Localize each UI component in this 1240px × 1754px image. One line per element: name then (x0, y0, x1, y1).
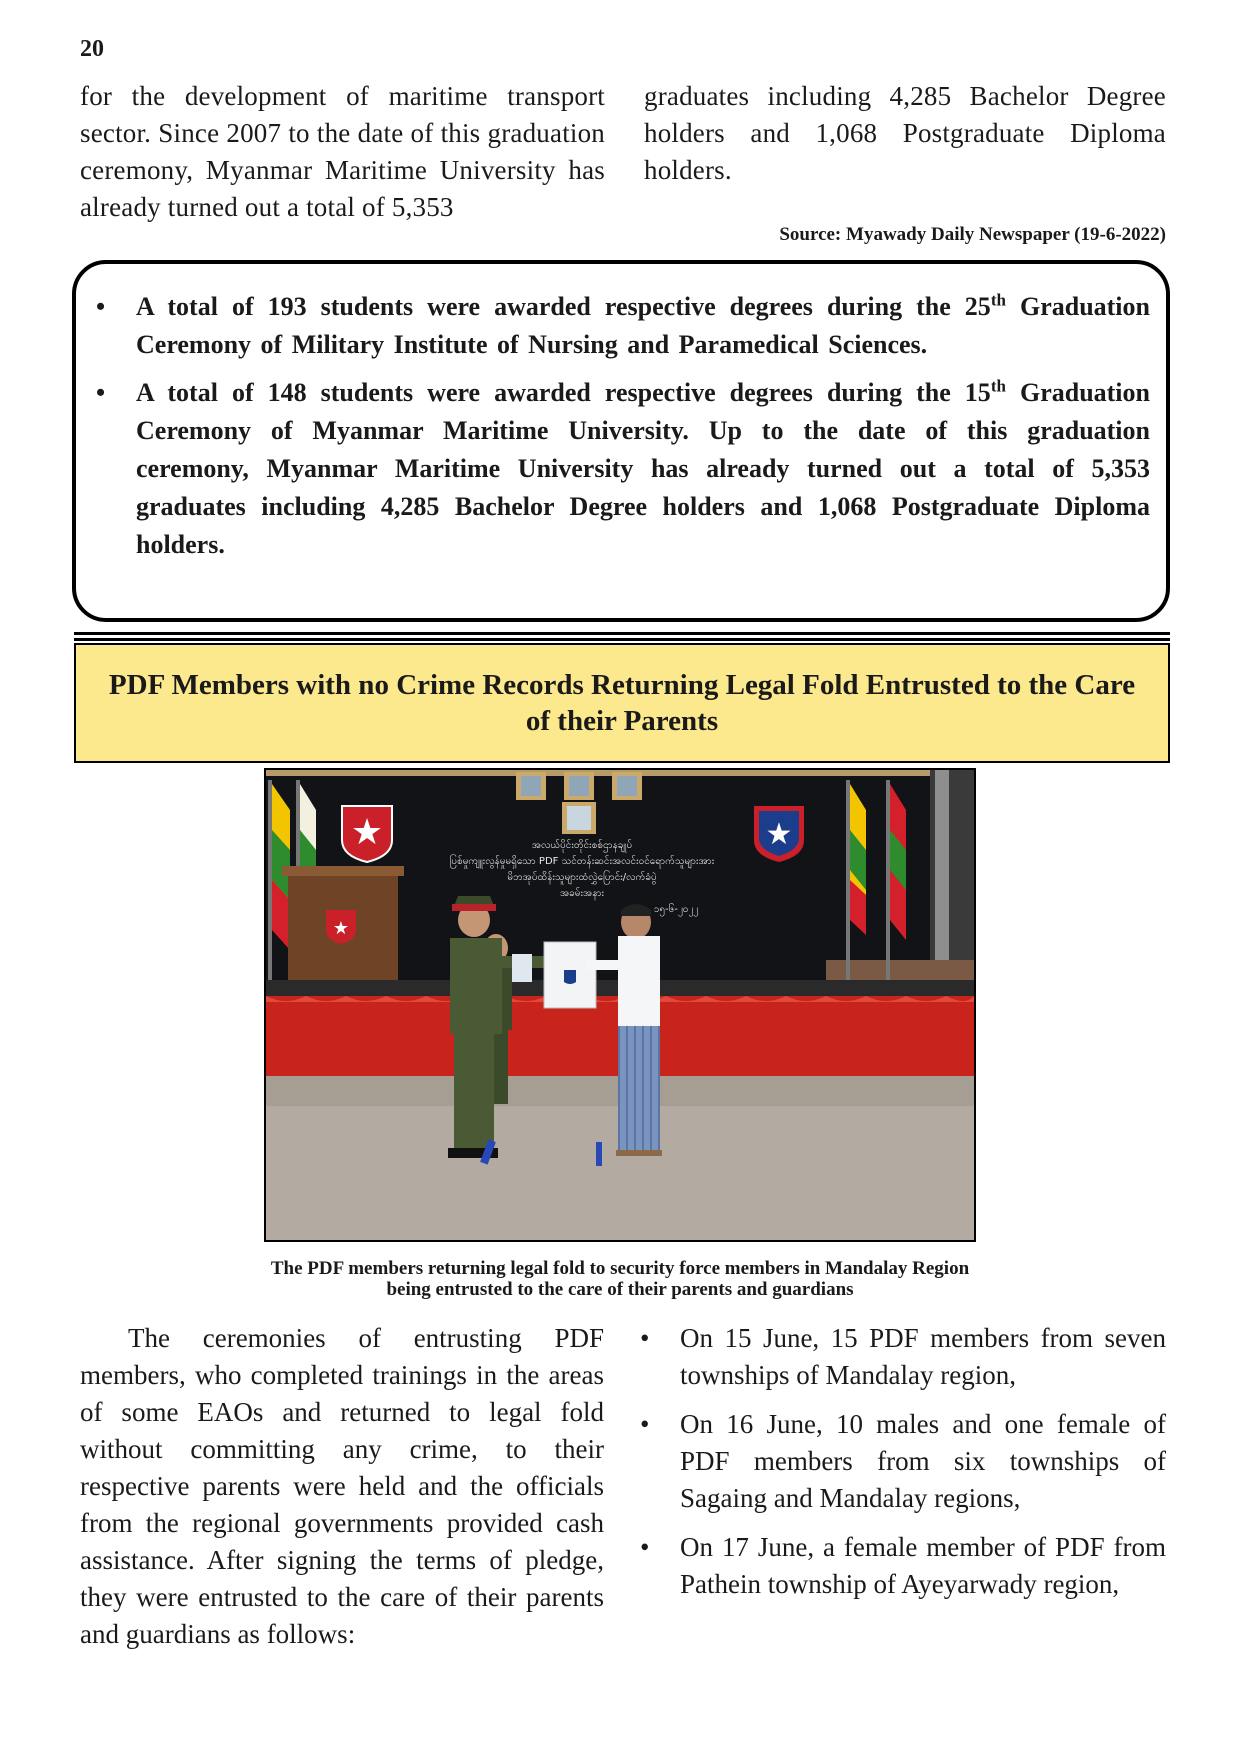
summary-bullet-1-text: A total of 193 students were awarded respective degrees during the 25 (136, 292, 991, 321)
certificate (544, 942, 596, 1008)
divider-rule (74, 638, 1170, 641)
summary-bullet-1-text-cont: Graduation Ceremony of Military Institute of Nursing and Paramedical Sciences. (136, 292, 1150, 359)
bullet-icon: • (96, 292, 106, 321)
emblem-left (342, 806, 392, 862)
banner-line-1: အလယ်ပိုင်းတိုင်းစစ်ဌာနချုပ် (531, 840, 633, 851)
bullet-icon: • (640, 1409, 650, 1439)
source-citation: Source: Myawady Daily Newspaper (19-6-2022) (779, 224, 1166, 245)
ordinal-suffix: th (990, 290, 1006, 310)
ordinal-suffix: th (990, 376, 1006, 396)
summary-bullet-2 (96, 374, 1150, 564)
summary-bullet-2-text: A total of 148 students were awarded respective degrees during the 15 (136, 378, 991, 407)
banner-line-4: အခမ်းအနား (559, 888, 605, 899)
list-item (640, 1406, 1166, 1517)
top-column-right: graduates including 4,285 Bachelor Degree holders and 1,068 Postgraduate Diploma holders. (644, 81, 1166, 185)
bullet-icon: • (640, 1323, 650, 1353)
summary-bullet-2-text-cont: Graduation Ceremony of Myanmar Maritime University. Up to the date of this graduation ceremony, Myanmar Maritime University has already turned out a total of 5,353 graduates including 4,285 Bachelor Degree holders and 1,068 Postgraduate Diploma holders. (136, 378, 1150, 559)
emblem-right (754, 806, 804, 862)
events-list (640, 1320, 1166, 1615)
svg-text:★: ★ (765, 817, 793, 852)
caption-line-2: being entrusted to the care of their parents and guardians (386, 1279, 854, 1300)
list-item-text: On 15 June, 15 PDF members from seven townships of Mandalay region, (680, 1323, 1166, 1390)
list-item (640, 1529, 1166, 1603)
top-column-left: for the development of maritime transport sector. Since 2007 to the date of this graduation ceremony, Myanmar Maritime University has already turned out a total of 5,353 (80, 81, 605, 222)
podium (282, 866, 404, 994)
banner-line-3: မိဘအုပ်ထိန်းသူများထံလွှဲပြောင်း/လက်ခံပွဲ (507, 872, 657, 883)
section-heading: PDF Members with no Crime Records Returning Legal Fold Entrusted to the Care of their Parents (74, 643, 1170, 763)
summary-bullet-1 (96, 288, 1150, 364)
body-paragraph-text: The ceremonies of entrusting PDF members, who completed trainings in the areas of some EAOs and returned to legal fold without committing any crime, to their respective parents were held and the officials from the regional governments provided cash assistance. After signing the terms of pledge, they were entrusted to the care of their parents and guardians as follows: (80, 1323, 604, 1649)
divider-rule (74, 632, 1170, 635)
bullet-icon: • (640, 1532, 650, 1562)
banner-date: ၁၅-၆-၂၀၂၂ (653, 904, 699, 915)
photo-caption (150, 1258, 1090, 1300)
list-item (640, 1320, 1166, 1394)
list-item-text: On 17 June, a female member of PDF from Pathein township of Ayeyarwady region, (680, 1532, 1166, 1599)
summary-list (96, 288, 1150, 574)
body-paragraph (80, 1320, 604, 1653)
list-item-text: On 16 June, 10 males and one female of PDF members from six townships of Sagaing and Mandalay regions, (680, 1409, 1166, 1513)
banner-line-2: ပြစ်မှုကျူးလွန်မှုမရှိသော PDF သင်တန်းဆင်းအလင်းဝင်ရောက်သူများအား (449, 856, 715, 867)
page-number: 20 (80, 36, 104, 62)
svg-text:★: ★ (332, 918, 350, 939)
summary-box (72, 260, 1170, 622)
ceremony-photo (264, 768, 976, 1242)
bullet-icon: • (96, 378, 106, 407)
svg-text:★: ★ (350, 812, 384, 853)
ceremony-illustration (266, 770, 974, 1240)
caption-line-1: The PDF members returning legal fold to security force members in Mandalay Region (270, 1258, 970, 1279)
